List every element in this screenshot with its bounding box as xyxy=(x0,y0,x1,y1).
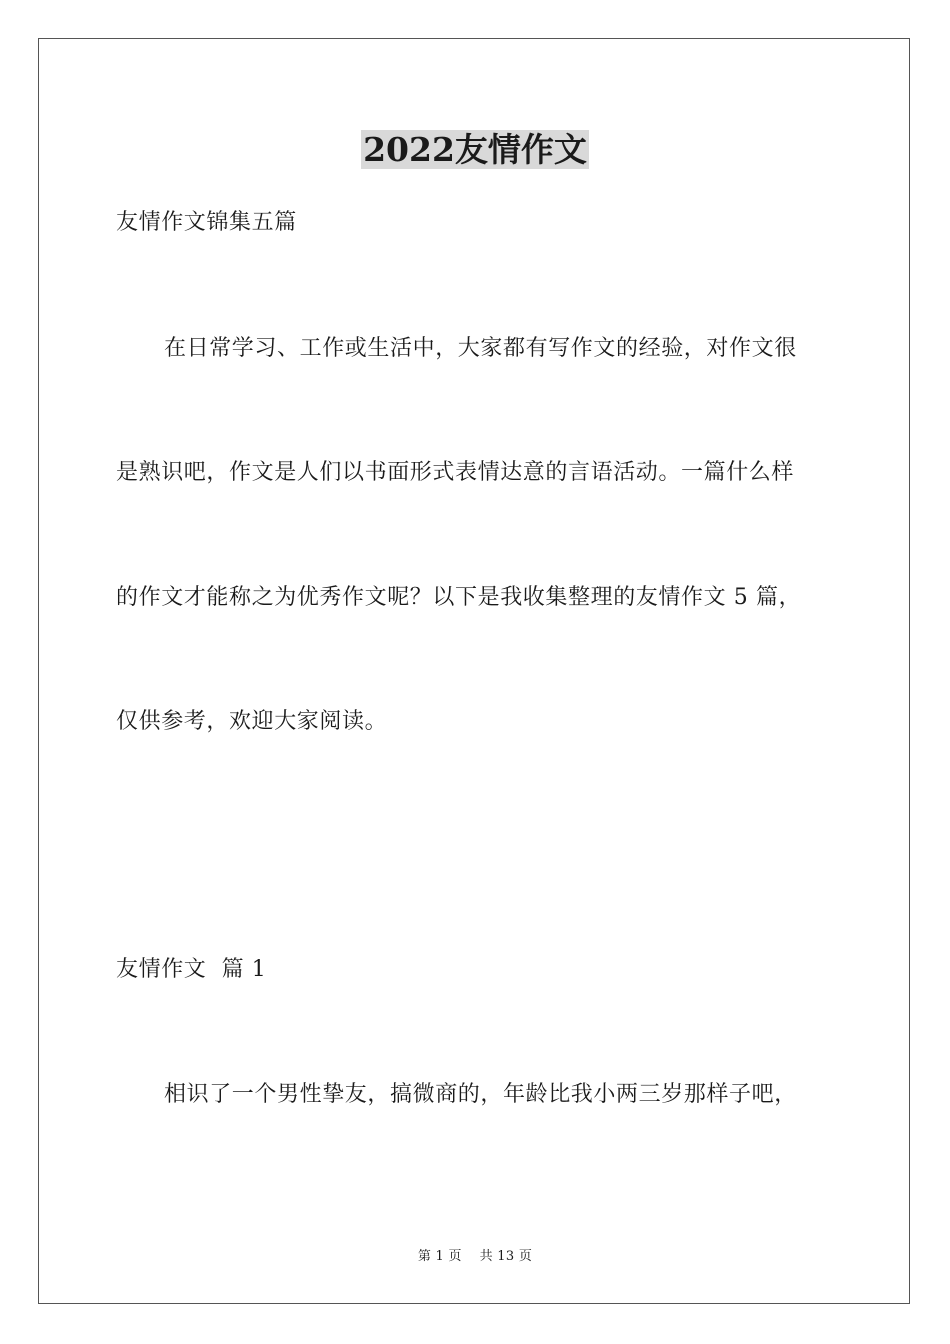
intro-paragraph-line-3: 的作文才能称之为优秀作文呢？以下是我收集整理的友情作文 5 篇， xyxy=(116,585,802,610)
document-title xyxy=(0,126,950,174)
intro-paragraph-line-1: 在日常学习、工作或生活中，大家都有写作文的经验，对作文很 xyxy=(164,336,797,361)
page-footer xyxy=(0,1248,950,1266)
intro-paragraph-line-2: 是熟识吧，作文是人们以书面形式表情达意的言语活动。一篇什么样 xyxy=(116,460,795,485)
section-heading: 友情作文 篇 1 xyxy=(116,957,267,982)
page-number-label: 第 1 页 共 13 页 xyxy=(417,1249,533,1264)
document-title-text: 2022友情作文 xyxy=(363,130,587,169)
document-subtitle: 友情作文锦集五篇 xyxy=(116,210,297,235)
section-paragraph-line-1: 相识了一个男性挚友，搞微商的，年龄比我小两三岁那样子吧， xyxy=(164,1082,797,1107)
intro-paragraph-line-4: 仅供参考，欢迎大家阅读。 xyxy=(116,709,388,734)
